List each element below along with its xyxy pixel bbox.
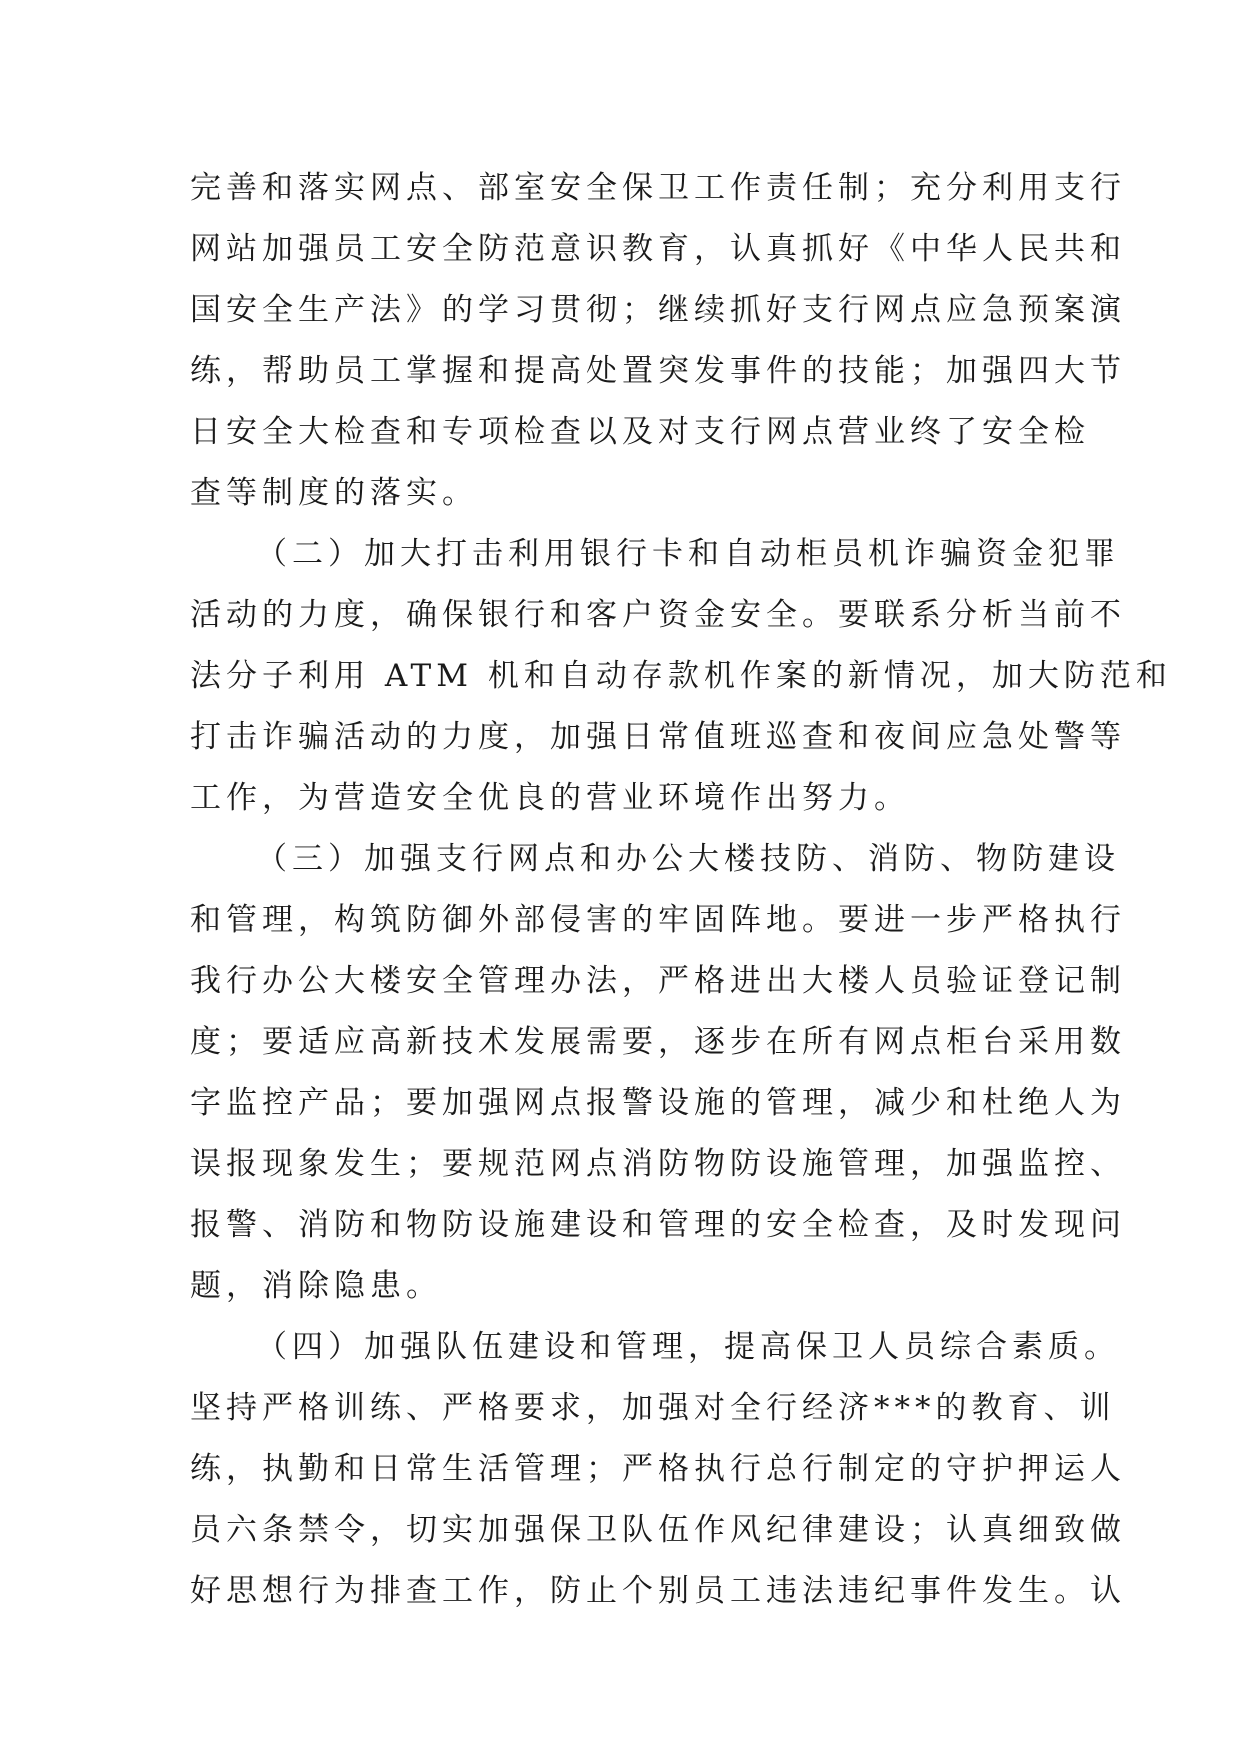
text-line: 完善和落实网点、部室安全保卫工作责任制；充分利用支行 [190,170,1126,206]
text-line: 工作，为营造安全优良的营业环境作出努力。 [190,780,910,816]
text-line: 报警、消防和物防设施建设和管理的安全检查，及时发现问 [190,1207,1126,1243]
text-line: 日安全大检查和专项检查以及对支行网点营业终了安全检 [190,414,1090,450]
text-line: 和管理，构筑防御外部侵害的牢固阵地。要进一步严格执行 [190,902,1126,938]
text-line: 法分子利用 ATM 机和自动存款机作案的新情况，加大防范和 [190,658,1172,694]
paragraph-heading-4: （四）加强队伍建设和管理，提高保卫人员综合素质。 [256,1329,1120,1365]
text-line: 查等制度的落实。 [190,475,478,511]
text-line: 打击诈骗活动的力度，加强日常值班巡查和夜间应急处警等 [190,719,1126,755]
text-line: 活动的力度，确保银行和客户资金安全。要联系分析当前不 [190,597,1126,633]
text-line: 国安全生产法》的学习贯彻；继续抓好支行网点应急预案演 [190,292,1126,328]
paragraph-heading-3: （三）加强支行网点和办公大楼技防、消防、物防建设 [256,841,1120,877]
text-line: 练，帮助员工掌握和提高处置突发事件的技能；加强四大节 [190,353,1126,389]
text-line: 员六条禁令，切实加强保卫队伍作风纪律建设；认真细致做 [190,1512,1126,1548]
paragraph-heading-2: （二）加大打击利用银行卡和自动柜员机诈骗资金犯罪 [256,536,1120,572]
document-body [190,158,1190,1622]
text-line: 我行办公大楼安全管理办法，严格进出大楼人员验证登记制 [190,963,1126,999]
text-line: 度；要适应高新技术发展需要，逐步在所有网点柜台采用数 [190,1024,1126,1060]
text-line: 好思想行为排查工作，防止个别员工违法违纪事件发生。认 [190,1573,1126,1609]
text-line: 字监控产品；要加强网点报警设施的管理，减少和杜绝人为 [190,1085,1126,1121]
text-line: 误报现象发生；要规范网点消防物防设施管理，加强监控、 [190,1146,1126,1182]
text-line: 坚持严格训练、严格要求，加强对全行经济***的教育、训 [190,1390,1116,1426]
text-line: 题，消除隐患。 [190,1268,442,1304]
text-line: 网站加强员工安全防范意识教育，认真抓好《中华人民共和 [190,231,1126,267]
text-line: 练，执勤和日常生活管理；严格执行总行制定的守护押运人 [190,1451,1126,1487]
